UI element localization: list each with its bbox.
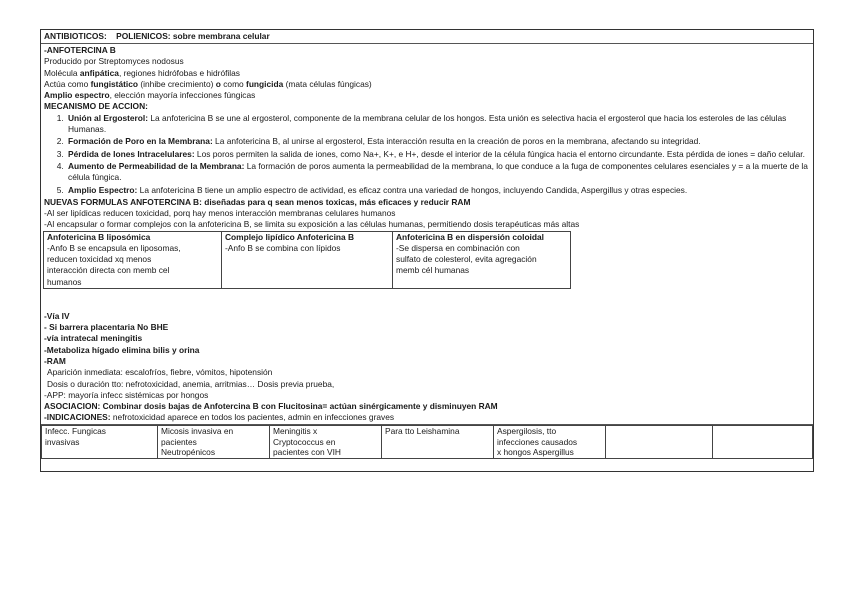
app-line: -APP: mayoría infecc sistémicas por hongos bbox=[44, 389, 209, 400]
list-item: 2. Formación de Poro en la Membrana: La anfotericina B, al unirse al ergosterol, Esta interacción resulta en la creación de poros en la membrana, afectando su integridad. bbox=[66, 136, 810, 147]
indication-cell: Infecc. Fungicas invasivas bbox=[42, 425, 158, 458]
title-main: POLIENICOS: sobre membrana celular bbox=[116, 31, 270, 41]
formulas-table bbox=[43, 231, 571, 289]
list-item: 3. Pérdida de Iones Intracelulares: Los poros permiten la salida de iones, como Na+, K+, e H+, desde el interior de la célula fúngica hacia el entorno circundante. Esta pérdida de iones = daño celular. bbox=[66, 149, 810, 160]
formula-cell-colloidal: Anfotericina B en dispersión coloidal -Se dispersa en combinación con sulfato de colesterol, evita agregación memb cél humanas bbox=[393, 231, 571, 288]
ram-line-1: Aparición inmediata: escalofríos, fiebre, vómitos, hipotensión bbox=[47, 367, 273, 378]
list-item: 4. Aumento de Permeabilidad de la Membrana: La formación de poros aumenta la permeabilidad de la membrana, lo que conduce a la fuga de componentes celulares esenciales y = a la muerte de la célula fúngica. bbox=[66, 161, 810, 184]
produced-line: Producido por Streptomyces nodosus bbox=[44, 56, 184, 67]
document-header bbox=[41, 30, 813, 44]
intrathecal-line: -vía intratecal meningitis bbox=[44, 333, 143, 344]
document-table bbox=[40, 29, 814, 472]
list-item: 1. Unión al Ergosterol: La anfotericina B se une al ergosterol, componente de la membrana celular de los hongos. Esta unión es selectiva hacia el ergosterol que hacia los esteroles de las células Humanas. bbox=[66, 113, 810, 136]
drug-name: -ANFOTERCINA B bbox=[44, 45, 116, 55]
formulas-line-1: -Al ser lipídicas reducen toxicidad, porq hay menos interacción membranas celulares humanos bbox=[44, 208, 396, 219]
indications-table bbox=[41, 425, 813, 459]
indication-cell: Aspergilosis, tto infecciones causados x hongos Aspergillus bbox=[494, 425, 606, 458]
indication-cell: Micosis invasiva en pacientes Neutropénicos bbox=[158, 425, 270, 458]
mechanism-title: MECANISMO DE ACCION: bbox=[44, 101, 148, 112]
metabolism-line: -Metaboliza hígado elimina bilis y orina bbox=[44, 344, 200, 355]
mechanism-list bbox=[44, 113, 810, 196]
list-item: 5. Amplio Espectro: La anfotericina B tiene un amplio espectro de actividad, es eficaz contra una variedad de hongos, incluyendo Candida, Aspergillus y otras especies. bbox=[66, 185, 810, 196]
indications-line: -INDICACIONES: nefrotoxicidad aparece en todos los pacientes, admin en infecciones graves bbox=[44, 412, 395, 423]
formula-cell-lipid-complex: Complejo lipídico Anfotericina B -Anfo B se combina con lípidos bbox=[222, 231, 393, 288]
barrier-line: - Si barrera placentaria No BHE bbox=[44, 322, 169, 333]
via-line: -Vía IV bbox=[44, 310, 70, 321]
ram-line-2: Dosis o duración tto: nefrotoxicidad, anemia, arritmias… Dosis previa prueba, bbox=[47, 378, 335, 389]
content-cell bbox=[41, 44, 813, 425]
association-line: ASOCIACION: Combinar dosis bajas de Anfotercina B con Flucitosina= actúan sinérgicamente y disminuyen RAM bbox=[44, 401, 498, 412]
formulas-title: NUEVAS FORMULAS ANFOTERCINA B: diseñadas para q sean menos toxicas, más eficaces y reducir RAM bbox=[44, 196, 471, 207]
indication-cell: Para tto Leishamina bbox=[382, 425, 494, 458]
molecule-line: Molécula anfipática, regiones hidrófobas e hidrófilas bbox=[44, 67, 240, 78]
spectrum-line: Amplio espectro, elección mayoría infecciones fúngicas bbox=[44, 90, 256, 101]
indication-cell-empty bbox=[606, 425, 713, 458]
ram-title: -RAM bbox=[44, 355, 66, 366]
indication-cell: Meningitis x Cryptococcus en pacientes con VIH bbox=[270, 425, 382, 458]
empty-row bbox=[41, 459, 813, 471]
formula-cell-liposomal: Anfotericina B liposómica -Anfo B se encapsula en liposomas, reducen toxicidad xq menos interacción directa con memb cel humanos bbox=[44, 231, 222, 288]
indication-cell-empty bbox=[713, 425, 813, 458]
title-prefix: ANTIBIOTICOS: bbox=[44, 31, 107, 41]
formulas-line-2: -Al encapsular o formar complejos con la anfotericina B, se limita su exposición a las células humanas, permitiendo dosis terapéuticas más altas bbox=[44, 219, 580, 230]
action-line: Actúa como fungistático (inhibe crecimiento) o como fungicida (mata células fúngicas) bbox=[44, 78, 372, 89]
